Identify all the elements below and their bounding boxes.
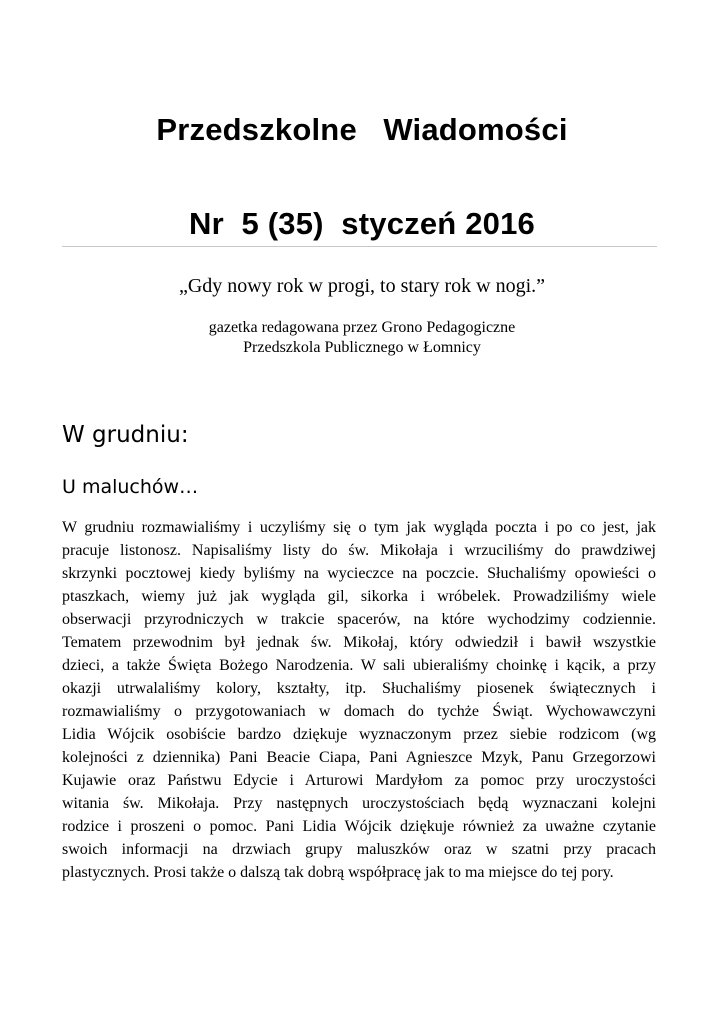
paragraph-line: rozmawialiśmy o przygotowaniach w domach do tychże Świąt. Wychowawczyni <box>62 703 656 720</box>
editorial-note <box>0 318 724 358</box>
article-paragraph <box>62 516 656 884</box>
paragraph-line: dzieci, a także Święta Bożego Narodzenia. W sali ubieraliśmy choinkę i kącik, a przy <box>62 657 656 674</box>
editorial-line: Przedszkola Publicznego w Łomnicy <box>243 339 481 356</box>
section-heading: W grudniu: <box>62 422 189 448</box>
paragraph-line: Tematem przewodnim był jednak św. Mikołaj, który odwiedził i bawił wszystkie <box>62 634 656 651</box>
paragraph-line: plastycznych. Prosi także o dalszą tak dobrą współpracę jak to ma miejsce do tej pory. <box>62 864 614 881</box>
paragraph-line: okazji utrwalaliśmy kolory, kształty, itp. Słuchaliśmy piosenek świątecznych i <box>62 680 656 697</box>
motto-quote: „Gdy nowy rok w progi, to stary rok w nogi.” <box>178 275 546 297</box>
paragraph-line: W grudniu rozmawialiśmy i uczyliśmy się o tym jak wygląda poczta i po co jest, jak <box>62 519 656 536</box>
paragraph-line: obserwacji przyrodniczych w trakcie spacerów, na które wychodzimy codziennie. <box>62 611 656 628</box>
paragraph-line: witania św. Mikołaja. Przy następnych uroczystościach będą wyznaczani kolejni <box>62 795 656 812</box>
paragraph-line: ptaszkach, wiemy już jak wygląda gil, sikorka i wróbelek. Prowadziliśmy wiele <box>62 588 656 605</box>
newsletter-title: Przedszkolne Wiadomości <box>156 112 568 147</box>
paragraph-line: Kujawie oraz Państwu Edycie i Arturowi Mardyłom za pomoc przy uroczystości <box>62 772 656 789</box>
editorial-line: gazetka redagowana przez Grono Pedagogiczne <box>208 319 516 336</box>
paragraph-line: rodzice i proszeni o pomoc. Pani Lidia Wójcik dziękuje również za uważne czytanie <box>62 818 656 835</box>
paragraph-line: swoich informacji na drzwiach grupy maluszków oraz w szatni przy pracach <box>62 841 656 858</box>
paragraph-line: skrzynki pocztowej kiedy byliśmy na wycieczce na poczcie. Słuchaliśmy opowieści o <box>62 565 656 582</box>
paragraph-line: kolejności z dziennika) Pani Beacie Ciapa, Pani Agnieszce Mzyk, Panu Grzegorzowi <box>62 749 656 766</box>
issue-number-date: Nr 5 (35) styczeń 2016 <box>189 206 535 241</box>
subsection-heading: U maluchów… <box>62 476 199 498</box>
header-divider <box>62 246 657 247</box>
paragraph-line: Lidia Wójcik osobiście bardzo dziękuje wyznaczonym przez siebie rodzicom (wg <box>62 726 656 743</box>
paragraph-line: pracuje listonosz. Napisaliśmy listy do św. Mikołaja i wrzuciliśmy do prawdziwej <box>62 542 656 559</box>
